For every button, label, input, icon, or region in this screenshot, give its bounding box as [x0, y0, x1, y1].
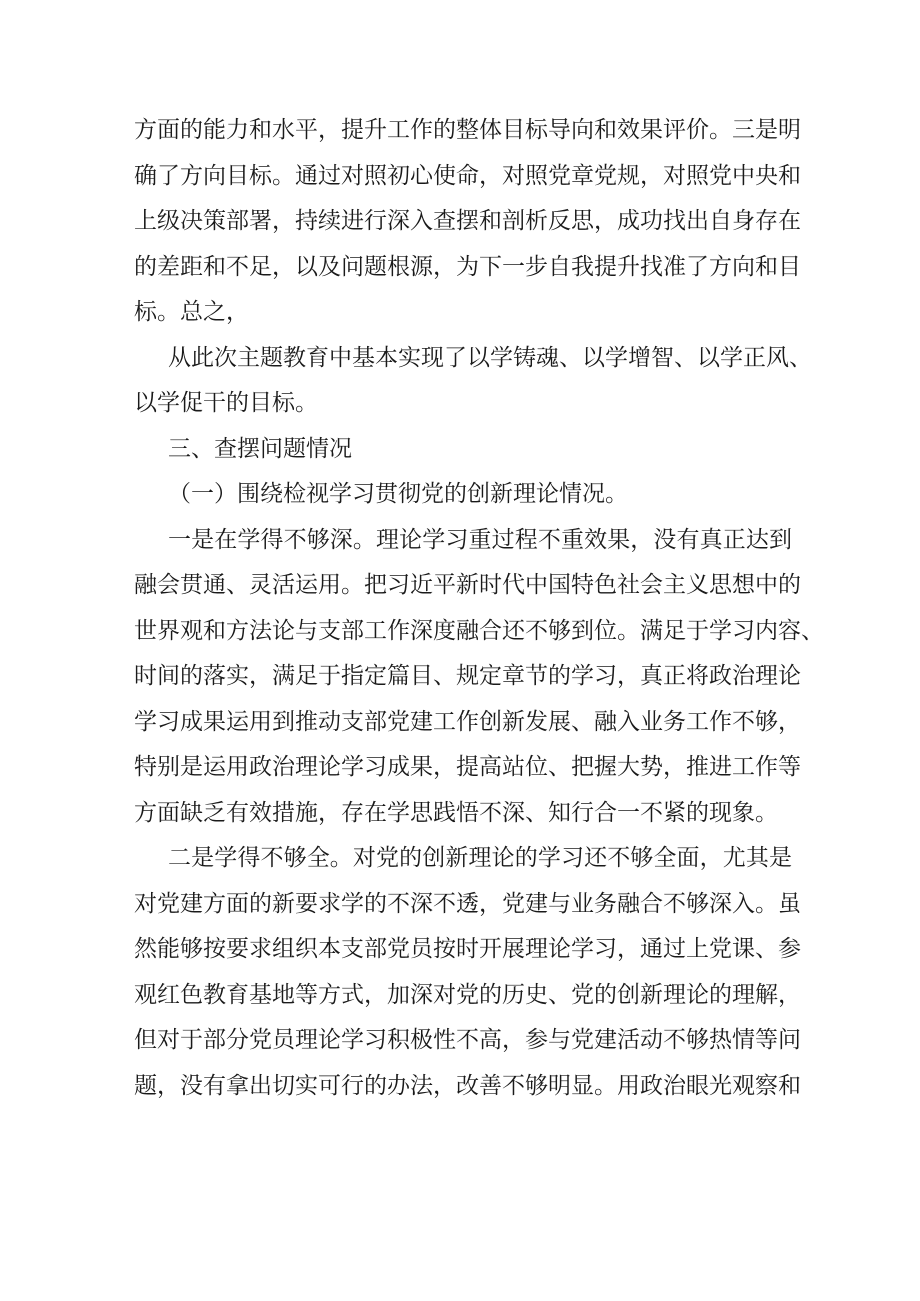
text-line: 从此次主题教育中基本实现了以学铸魂、以学增智、以学正风、	[168, 344, 812, 371]
text-line: 特别是运用政治理论学习成果，提高站位、把握大势，推进工作等	[134, 754, 801, 780]
text-line: 的差距和不足，以及问题根源，为下一步自我提升找准了方向和目	[134, 253, 801, 280]
text-line: 观红色教育基地等方式，加深对党的历史、党的创新理论的理解，	[134, 981, 801, 1008]
text-line: 上级决策部署，持续进行深入查摆和剖析反思，成功找出自身存在	[134, 208, 801, 234]
text-line: 确了方向目标。通过对照初心使命，对照党章党规，对照党中央和	[134, 162, 801, 189]
text-line: 然能够按要求组织本支部党员按时开展理论学习，通过上党课、参	[134, 936, 801, 962]
text-line: 世界观和方法论与支部工作深度融合还不够到位。满足于学习内容、	[134, 617, 824, 644]
text-line: 时间的落实，满足于指定篇目、规定章节的学习，真正将政治理论	[134, 663, 801, 689]
text-line: 方面的能力和水平，提升工作的整体目标导向和效果评价。三是明	[134, 117, 801, 143]
text-line: 学习成果运用到推动支部党建工作创新发展、融入业务工作不够，	[134, 708, 801, 735]
text-line: 一是在学得不够深。理论学习重过程不重效果，没有真正达到	[168, 526, 792, 553]
text-line: 题，没有拿出切实可行的办法，改善不够明显。用政治眼光观察和	[134, 1072, 801, 1099]
section-heading: 三、查摆问题情况	[168, 435, 352, 462]
text-line: 方面缺乏有效措施，存在学思践悟不深、知行合一不紧的现象。	[134, 799, 778, 826]
text-line: 对党建方面的新要求学的不深不透，党建与业务融合不够深入。虽	[134, 890, 801, 917]
text-line: 以学促干的目标。	[134, 390, 318, 416]
document-body	[0, 108, 920, 1109]
text-line: 融会贯通、灵活运用。把习近平新时代中国特色社会主义思想中的	[134, 572, 801, 598]
text-line: 但对于部分党员理论学习积极性不高，参与党建活动不够热情等问	[134, 1027, 801, 1053]
subsection-heading: （一）围绕检视学习贯彻党的创新理论情况。	[168, 481, 628, 507]
text-line: 标。总之，	[134, 299, 249, 325]
text-line: 二是学得不够全。对党的创新理论的学习还不够全面，尤其是	[168, 845, 792, 871]
